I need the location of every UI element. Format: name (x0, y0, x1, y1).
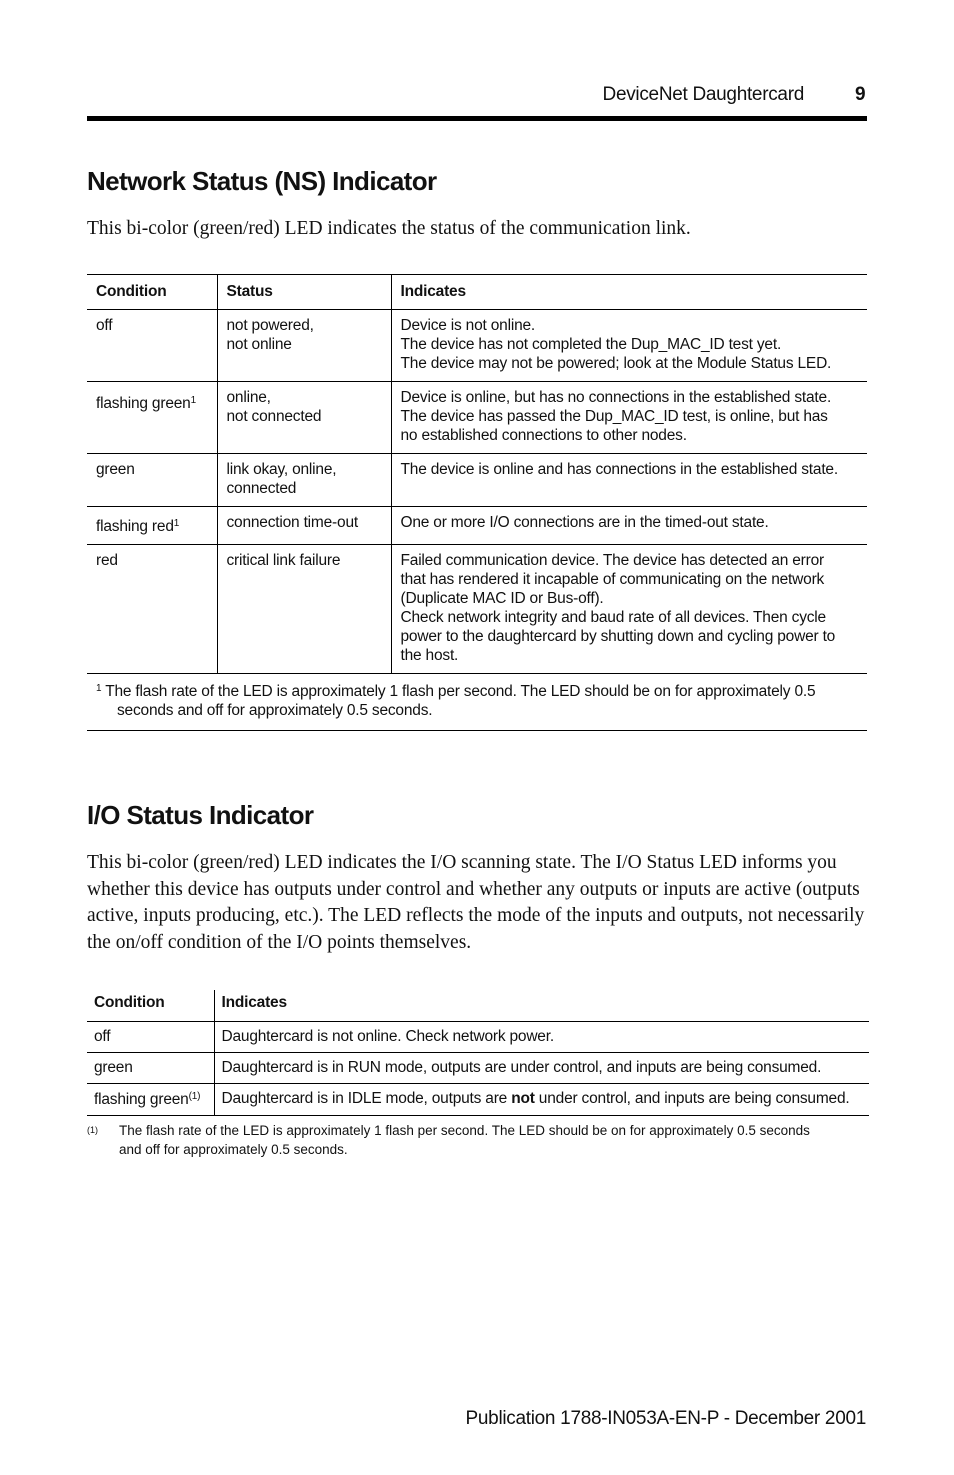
indicates-line: no established connections to other nodes. (400, 427, 687, 444)
indicates-text-pre: Daughtercard is in IDLE mode, outputs are (221, 1090, 512, 1107)
indicates-line: The device is online and has connections in the established state. (400, 461, 838, 478)
page-number: 9 (855, 84, 866, 105)
status-line: critical link failure (226, 552, 341, 569)
ns-section-heading: Network Status (NS) Indicator (87, 166, 437, 196)
indicates-line: The device may not be powered; look at the Module Status LED. (400, 355, 832, 372)
indicates-line: The device has not completed the Dup_MAC_ID test yet. (400, 336, 782, 353)
status-cell (217, 310, 391, 382)
condition-text: flashing red (96, 518, 174, 535)
status-cell (217, 382, 391, 454)
io-table-footnote (87, 1121, 847, 1159)
condition-cell (87, 507, 217, 545)
status-line: link okay, online, (226, 461, 337, 478)
indicates-cell (391, 310, 867, 382)
condition-cell (87, 310, 217, 382)
io-section-heading: I/O Status Indicator (87, 800, 314, 830)
indicates-line: (Duplicate MAC ID or Bus-off). (400, 590, 604, 607)
table-header-row (87, 275, 867, 310)
condition-cell (87, 382, 217, 454)
ns-indicator-table (87, 274, 867, 731)
column-header-status: Status (217, 275, 391, 310)
status-cell (217, 454, 391, 507)
table-row (87, 507, 867, 545)
status-line: not powered, (226, 317, 314, 334)
footnote-text-line1: The flash rate of the LED is approximately 1 flash per second. The LED should be on for approximately 0.5 (105, 683, 816, 700)
footnote-ref: 1 (190, 395, 196, 406)
condition-cell: off (94, 1028, 111, 1045)
table-row (87, 310, 867, 382)
table-footnote-row (87, 674, 867, 731)
indicates-line: power to the daughtercard by shutting down and cycling power to (400, 628, 836, 645)
condition-text: off (96, 317, 113, 334)
indicates-cell (391, 382, 867, 454)
footnote-text-line1: The flash rate of the LED is approximately 1 flash per second. The LED should be on for approximately 0.5 seconds (119, 1123, 810, 1138)
table-row (87, 1053, 869, 1084)
indicates-line: The device has passed the Dup_MAC_ID test, is online, but has (400, 408, 828, 425)
indicates-text-bold: not (511, 1090, 535, 1107)
io-intro-paragraph: This bi-color (green/red) LED indicates the I/O scanning state. The I/O Status LED informs you whether this device has outputs under control and whether any outputs or inputs are active (outputs active, inputs producing, etc.). The LED reflects the mode of the inputs and outputs, not necessarily the on/off condition of the I/O points themselves. (87, 852, 865, 953)
indicates-line: that has rendered it incapable of communicating on the network (400, 571, 825, 588)
indicates-cell (391, 454, 867, 507)
condition-cell (87, 1084, 214, 1116)
status-line: connection time-out (226, 514, 358, 531)
column-header-indicates: Indicates (391, 275, 867, 310)
table-footnote (87, 674, 867, 731)
condition-cell: green (94, 1059, 133, 1076)
footnote-ref: (1) (188, 1091, 201, 1102)
indicates-line: the host. (400, 647, 459, 664)
condition-text: flashing green (94, 1091, 189, 1108)
status-line: not online (226, 336, 292, 353)
indicates-cell (391, 545, 867, 674)
footnote-ref: 1 (173, 518, 180, 529)
indicates-line: Device is online, but has no connections in the established state. (400, 389, 832, 406)
status-line: online, (226, 389, 271, 406)
column-header-condition: Condition (94, 994, 165, 1011)
table-row (87, 382, 867, 454)
column-header-indicates: Indicates (214, 990, 869, 1022)
table-row (87, 545, 867, 674)
condition-text: flashing green (96, 395, 191, 412)
indicates-line: One or more I/O connections are in the timed-out state. (400, 514, 769, 531)
condition-cell (87, 454, 217, 507)
status-cell (217, 507, 391, 545)
running-header-title: DeviceNet Daughtercard (602, 84, 804, 105)
footnote-text-line2: and off for approximately 0.5 seconds. (119, 1142, 348, 1157)
condition-text: red (96, 552, 118, 569)
indicates-line: Device is not online. (400, 317, 536, 334)
table-header-row (87, 990, 869, 1022)
footnote-mark: 1 (96, 683, 102, 694)
publication-footer: Publication 1788-IN053A-EN-P - December 2001 (465, 1408, 866, 1429)
indicates-text-post: under control, and inputs are being consumed. (534, 1090, 850, 1107)
indicates-line: Check network integrity and baud rate of all devices. Then cycle (400, 609, 826, 626)
table-row (87, 1084, 869, 1116)
header-rule (87, 116, 867, 121)
footnote-mark: (1) (87, 1125, 98, 1135)
condition-text: green (96, 461, 135, 478)
ns-intro-paragraph: This bi-color (green/red) LED indicates the status of the communication link. (87, 218, 691, 239)
indicates-line: Failed communication device. The device has detected an error (400, 552, 824, 569)
indicates-cell (214, 1084, 869, 1116)
column-header-condition: Condition (96, 283, 167, 300)
status-line: not connected (226, 408, 322, 425)
footnote-text-line2: seconds and off for approximately 0.5 seconds. (117, 702, 433, 719)
io-indicator-table (87, 990, 869, 1116)
indicates-cell (391, 507, 867, 545)
indicates-cell: Daughtercard is not online. Check network power. (214, 1022, 869, 1053)
table-row (87, 1022, 869, 1053)
condition-cell (87, 545, 217, 674)
status-line: connected (226, 480, 297, 497)
indicates-cell: Daughtercard is in RUN mode, outputs are under control, and inputs are being consumed. (214, 1053, 869, 1084)
status-cell (217, 545, 391, 674)
table-row (87, 454, 867, 507)
